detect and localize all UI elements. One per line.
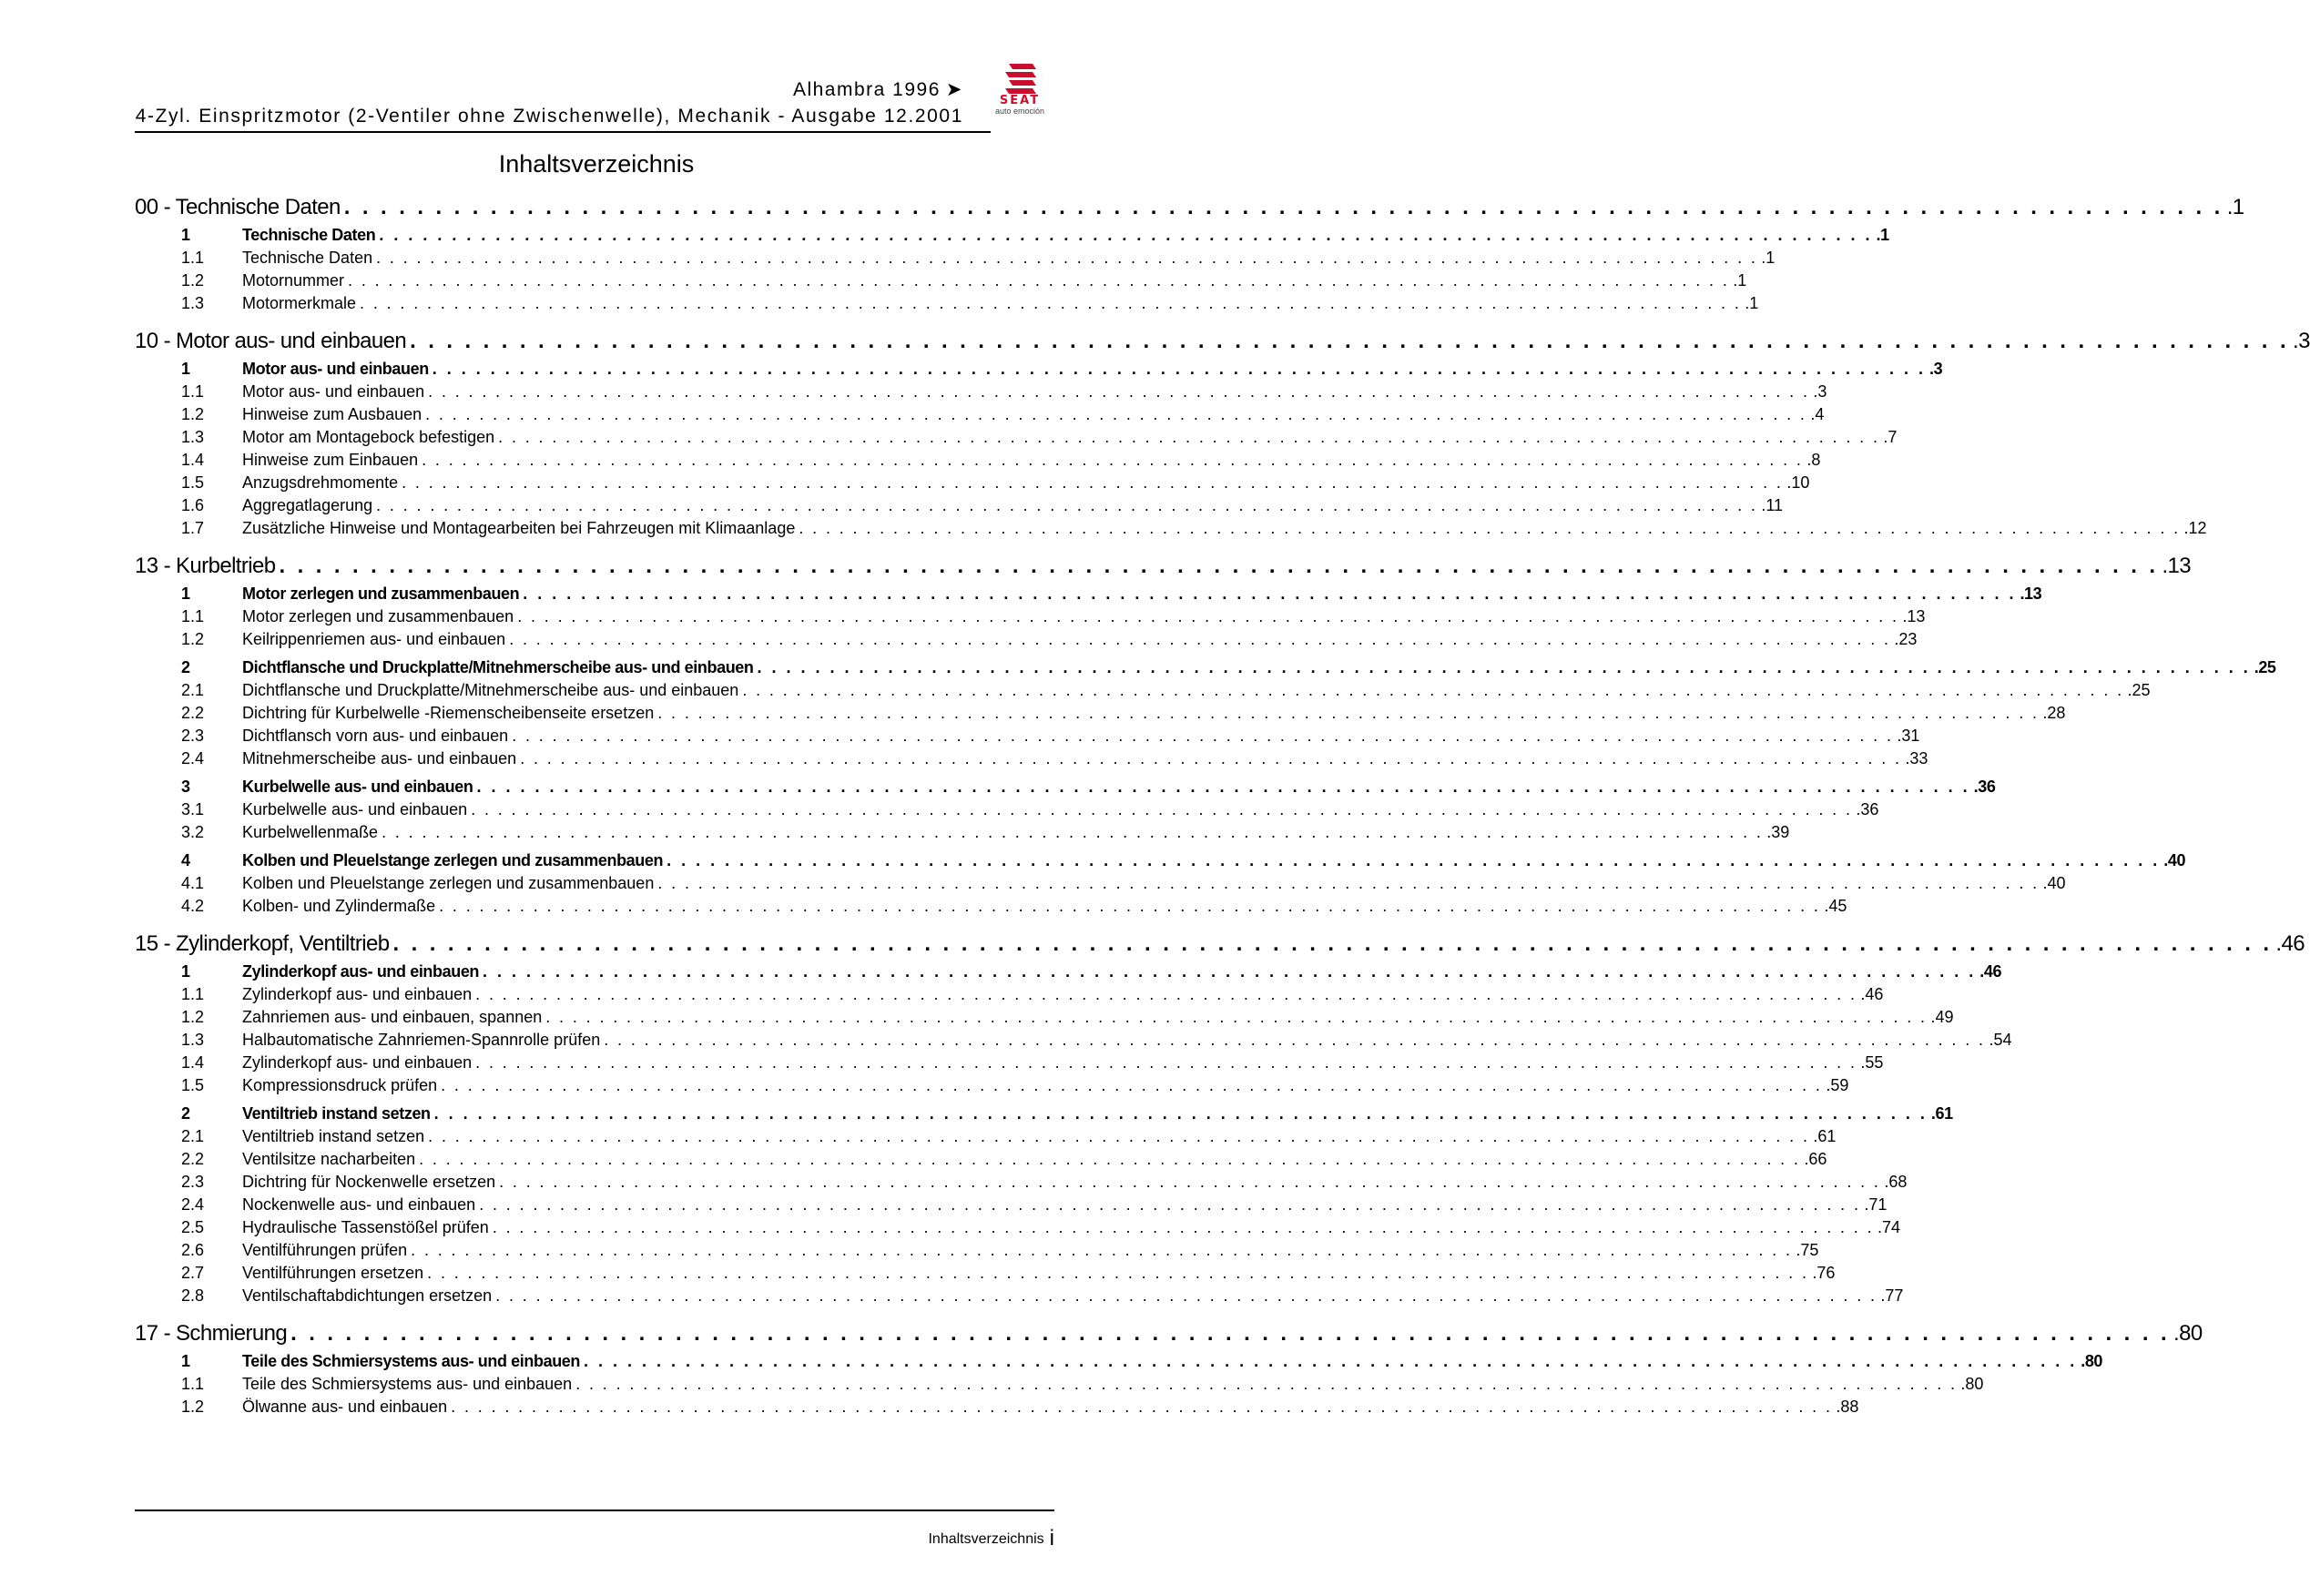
toc-entry-title: Motor zerlegen und zusammenbauen (242, 607, 514, 625)
toc-dot-leader: . . . . . . . . . . . . . . . . . . . . . . . . . . . . . . . . . . . . . . . . . . . . . . . . . . . . . . . . . . . . . . . . . . . . . . . . . . . . . . . . . . . . . . . . . . . . . . . . . . . . . . . (279, 554, 2159, 578)
toc-page-number: .3 (2293, 329, 2310, 353)
toc-section-row[interactable] (135, 360, 1943, 381)
toc-subsection-row[interactable] (135, 897, 1847, 919)
toc-entry-number: 10 - Motor aus- und einbauen (135, 329, 407, 353)
toc-entry-number: 2.5 (181, 1218, 205, 1236)
toc-section-row[interactable] (135, 778, 1996, 799)
toc-entry-title: Halbautomatische Zahnriemen-Spannrolle prüfen (242, 1031, 601, 1049)
toc-dot-leader: . . . . . . . . . . . . . . . . . . . . . . . . . . . . . . . . . . . . . . . . . . . . . . . . . . . . . . . . . . . . . . . . . . . . . . . . . . . . . . . . . . . . . . . . . . . . . . . . . . . . . . . (451, 1398, 1833, 1416)
toc-section-row[interactable] (135, 585, 2042, 606)
toc-dot-leader: . . . . . . . . . . . . . . . . . . . . . . . . . . . . . . . . . . . . . . . . . . . . . . . . . . . . . . . . . . . . . . . . . . . . . . . . . . . . . . . . . . . . . . . . . . . . . . . . . . . . . . . (604, 1031, 1986, 1049)
toc-entry-number: 1.2 (181, 630, 205, 648)
toc-page-number: .13 (2162, 554, 2192, 578)
toc-dot-leader: . . . . . . . . . . . . . . . . . . . . . . . . . . . . . . . . . . . . . . . . . . . . . . . . . . . . . . . . . . . . . . . . . . . . . . . . . . . . . . . . . . . . . . . . . . . . . . . . . . . . . . . (402, 473, 1784, 492)
toc-page-number: .80 (2081, 1352, 2103, 1370)
toc-page-number: .31 (1897, 727, 1920, 745)
toc-entry-number: 1.6 (181, 496, 205, 514)
toc-entry-number: 1 (181, 1352, 190, 1370)
toc-subsection-row[interactable] (135, 681, 2151, 703)
toc-dot-leader: . . . . . . . . . . . . . . . . . . . . . . . . . . . . . . . . . . . . . . . . . . . . . . . . . . . . . . . . . . . . . . . . . . . . . . . . . . . . . . . . . . . . . . . . . . . . . . . . . . . . . . . (512, 727, 1894, 745)
toc-dot-leader: . . . . . . . . . . . . . . . . . . . . . . . . . . . . . . . . . . . . . . . . . . . . . . . . . . . . . . . . . . . . . . . . . . . . . . . . . . . . . . . . . . . . . . . . . . . . . . . . . . . . . . . (410, 329, 2290, 353)
toc-entry-title: Zylinderkopf aus- und einbauen (242, 985, 473, 1003)
toc-page-number: .36 (1856, 800, 1879, 818)
toc-subsection-row[interactable] (135, 1398, 1859, 1419)
toc-page-number: .80 (2173, 1321, 2203, 1346)
toc-subsection-row[interactable] (135, 428, 1898, 450)
toc-entry-number: 1.3 (181, 294, 205, 312)
toc-entry-title: Motornummer (242, 271, 345, 290)
toc-entry-title: Kolben und Pleuelstange zerlegen und zusammenbauen (242, 851, 664, 869)
toc-dot-leader: . . . . . . . . . . . . . . . . . . . . . . . . . . . . . . . . . . . . . . . . . . . . . . . . . . . . . . . . . . . . . . . . . . . . . . . . . . . . . . . . . . . . . . . . . . . . . . . . . . . . . . . (392, 931, 2273, 956)
toc-entry-title: Motor aus- und einbauen (242, 360, 429, 378)
toc-dot-leader: . . . . . . . . . . . . . . . . . . . . . . . . . . . . . . . . . . . . . . . . . . . . . . . . . . . . . . . . . . . . . . . . . . . . . . . . . . . . . . . . . . . . . . . . . . . . . . . . . . . . . . . (348, 271, 1730, 290)
toc-dot-leader: . . . . . . . . . . . . . . . . . . . . . . . . . . . . . . . . . . . . . . . . . . . . . . . . . . . . . . . . . . . . . . . . . . . . . . . . . . . . . . . . . . . . . . . . . . . . . . . . . . . . . . . (422, 451, 1804, 469)
toc-dot-leader: . . . . . . . . . . . . . . . . . . . . . . . . . . . . . . . . . . . . . . . . . . . . . . . . . . . . . . . . . . . . . . . . . . . . . . . . . . . . . . . . . . . . . . . . . . . . . . . . . . . . . . . (439, 897, 1821, 915)
toc-subsection-row[interactable] (135, 823, 1790, 845)
toc-entry-number: 2.3 (181, 1173, 205, 1191)
toc-section-row[interactable] (135, 226, 1889, 248)
toc-section-row[interactable] (135, 962, 2002, 984)
toc-section-row[interactable] (135, 658, 2276, 680)
toc-entry-number: 1.5 (181, 473, 205, 492)
toc-page-number: .74 (1878, 1218, 1901, 1236)
toc-section-row[interactable] (135, 1352, 2103, 1374)
toc-page-number: .13 (2020, 585, 2042, 603)
toc-dot-leader: . . . . . . . . . . . . . . . . . . . . . . . . . . . . . . . . . . . . . . . . . . . . . . . . . . . . . . . . . . . . . . . . . . . . . . . . . . . . . . . . . . . . . . . . . . . . . . . . . . . . . . . (419, 1150, 1801, 1168)
toc-dot-leader: . . . . . . . . . . . . . . . . . . . . . . . . . . . . . . . . . . . . . . . . . . . . . . . . . . . . . . . . . . . . . . . . . . . . . . . . . . . . . . . . . . . . . . . . . . . . . . . . . . . . . . . (657, 874, 2040, 892)
toc-page-number: .88 (1836, 1398, 1859, 1416)
toc-dot-leader: . . . . . . . . . . . . . . . . . . . . . . . . . . . . . . . . . . . . . . . . . . . . . . . . . . . . . . . . . . . . . . . . . . . . . . . . . . . . . . . . . . . . . . . . . . . . . . . . . . . . . . . (509, 630, 1891, 648)
toc-page-number: .55 (1860, 1053, 1884, 1072)
arrow-icon: ➤ (945, 79, 963, 100)
toc-page-number: .10 (1786, 473, 1810, 492)
toc-page-number: .45 (1824, 897, 1847, 915)
brand-name: SEAT (999, 94, 1041, 107)
toc-page-number: .61 (1930, 1104, 1953, 1123)
toc-entry-title: Nockenwelle aus- und einbauen (242, 1195, 476, 1214)
toc-dot-leader: . . . . . . . . . . . . . . . . . . . . . . . . . . . . . . . . . . . . . . . . . . . . . . . . . . . . . . . . . . . . . . . . . . . . . . . . . . . . . . . . . . . . . . . . . . . . . . . . . . . . . . . (428, 1127, 1810, 1145)
toc-section-row[interactable] (135, 1104, 1953, 1126)
toc-dot-leader: . . . . . . . . . . . . . . . . . . . . . . . . . . . . . . . . . . . . . . . . . . . . . . . . . . . . . . . . . . . . . . . . . . . . . . . . . . . . . . . . . . . . . . . . . . . . . . . . . . . . . . . (667, 851, 2161, 869)
toc-entry-title: Teile des Schmiersystems aus- und einbauen (242, 1352, 581, 1370)
toc-page-number: .1 (2226, 195, 2244, 219)
toc-dot-leader: . . . . . . . . . . . . . . . . . . . . . . . . . . . . . . . . . . . . . . . . . . . . . . . . . . . . . . . . . . . . . . . . . . . . . . . . . . . . . . . . . . . . . . . . . . . . . . . . . . . . . . . (428, 382, 1810, 401)
toc-entry-number: 1 (181, 585, 190, 603)
toc-entry-title: Keilrippenriemen aus- und einbauen (242, 630, 506, 648)
toc-entry-number: 4 (181, 851, 190, 869)
toc-page-number: .3 (1929, 360, 1943, 378)
toc-dot-leader: . . . . . . . . . . . . . . . . . . . . . . . . . . . . . . . . . . . . . . . . . . . . . . . . . . . . . . . . . . . . . . . . . . . . . . . . . . . . . . . . . . . . . . . . . . . . . . . . . . . . . . . (657, 704, 2040, 722)
toc-dot-leader: . . . . . . . . . . . . . . . . . . . . . . . . . . . . . . . . . . . . . . . . . . . . . . . . . . . . . . . . . . . . . . . . . . . . . . . . . . . . . . . . . . . . . . . . . . . . . . . . . . . . . . . (411, 1241, 1793, 1259)
toc-dot-leader: . . . . . . . . . . . . . . . . . . . . . . . . . . . . . . . . . . . . . . . . . . . . . . . . . . . . . . . . . . . . . . . . . . . . . . . . . . . . . . . . . . . . . . . . . . . . . . . . . . . . . . . (379, 226, 1873, 244)
model-heading: Alhambra 1996 ➤ (792, 79, 963, 100)
toc-entry-number: 1 (181, 226, 190, 244)
toc-entry-title: Hinweise zum Einbauen (242, 451, 419, 469)
toc-entry-title: Kolben und Pleuelstange zerlegen und zusammenbauen (242, 874, 655, 892)
toc-dot-leader: . . . . . . . . . . . . . . . . . . . . . . . . . . . . . . . . . . . . . . . . . . . . . . . . . . . . . . . . . . . . . . . . . . . . . . . . . . . . . . . . . . . . . . . . . . . . . . . . . . . . . . . (757, 658, 2251, 676)
toc-subsection-row[interactable] (135, 473, 1810, 495)
toc-page-number: .61 (1813, 1127, 1837, 1145)
toc-dot-leader: . . . . . . . . . . . . . . . . . . . . . . . . . . . . . . . . . . . . . . . . . . . . . . . . . . . . . . . . . . . . . . . . . . . . . . . . . . . . . . . . . . . . . . . . . . . . . . . . . . . . . . . (360, 294, 1742, 312)
toc-dot-leader: . . . . . . . . . . . . . . . . . . . . . . . . . . . . . . . . . . . . . . . . . . . . . . . . . . . . . . . . . . . . . . . . . . . . . . . . . . . . . . . . . . . . . . . . . . . . . . . . . . . . . . . (382, 823, 1764, 841)
toc-page-number: .80 (1960, 1375, 1984, 1393)
toc-entry-title: Anzugsdrehmomente (242, 473, 399, 492)
toc-section-row[interactable] (135, 851, 2186, 873)
toc-subsection-row[interactable] (135, 1286, 1904, 1308)
toc-subsection-row[interactable] (135, 249, 1776, 270)
toc-entry-number: 2.1 (181, 1127, 205, 1145)
toc-subsection-row[interactable] (135, 496, 1784, 518)
toc-entry-number: 1.2 (181, 1398, 205, 1416)
footer-page-number: i (1049, 1526, 1054, 1550)
toc-dot-leader: . . . . . . . . . . . . . . . . . . . . . . . . . . . . . . . . . . . . . . . . . . . . . . . . . . . . . . . . . . . . . . . . . . . . . . . . . . . . . . . . . . . . . . . . . . . . . . . . . . . . . . . (495, 1286, 1878, 1305)
toc-page-number: .46 (1860, 985, 1884, 1003)
toc-subsection-row[interactable] (135, 1127, 1837, 1149)
toc-entry-title: Kurbelwellenmaße (242, 823, 379, 841)
toc-entry-number: 1.3 (181, 1031, 205, 1049)
toc-entry-title: Zylinderkopf aus- und einbauen (242, 962, 480, 981)
toc-page-number: .46 (2275, 931, 2305, 956)
running-header (135, 78, 1054, 129)
toc-page-number: .7 (1883, 428, 1898, 446)
toc-chapter-row[interactable] (135, 554, 2192, 578)
toc-entry-number: 1.7 (181, 519, 205, 537)
toc-entry-number: 1.1 (181, 607, 205, 625)
toc-subsection-row[interactable] (135, 607, 1926, 629)
toc-entry-number: 1.2 (181, 405, 205, 423)
toc-page-number: .59 (1826, 1076, 1849, 1094)
toc-entry-number: 15 - Zylinderkopf, Ventiltrieb (135, 931, 390, 956)
toc-page-number: .39 (1766, 823, 1790, 841)
toc-entry-title: Ventilführungen ersetzen (242, 1264, 424, 1282)
toc-entry-number: 2 (181, 1104, 190, 1123)
toc-entry-number: 2.8 (181, 1286, 205, 1305)
toc-subsection-row[interactable] (135, 1375, 1984, 1397)
toc-entry-number: 1.2 (181, 1008, 205, 1026)
toc-entry-title: Ventiltrieb instand setzen (242, 1104, 431, 1123)
footer-divider (135, 1510, 1054, 1511)
toc-entry-number: 2.4 (181, 1195, 205, 1214)
toc-entry-number: 4.2 (181, 897, 205, 915)
toc-entry-number: 3.2 (181, 823, 205, 841)
toc-dot-leader: . . . . . . . . . . . . . . . . . . . . . . . . . . . . . . . . . . . . . . . . . . . . . . . . . . . . . . . . . . . . . . . . . . . . . . . . . . . . . . . . . . . . . . . . . . . . . . . . . . . . . . . (376, 249, 1758, 267)
toc-entry-title: Zahnriemen aus- und einbauen, spannen (242, 1008, 543, 1026)
toc-page-number: .66 (1804, 1150, 1827, 1168)
toc-dot-leader: . . . . . . . . . . . . . . . . . . . . . . . . . . . . . . . . . . . . . . . . . . . . . . . . . . . . . . . . . . . . . . . . . . . . . . . . . . . . . . . . . . . . . . . . . . . . . . . . . . . . . . . (742, 681, 2124, 699)
toc-entry-title: Motor am Montagebock befestigen (242, 428, 495, 446)
toc-subsection-row[interactable] (135, 271, 1747, 293)
toc-dot-leader: . . . . . . . . . . . . . . . . . . . . . . . . . . . . . . . . . . . . . . . . . . . . . . . . . . . . . . . . . . . . . . . . . . . . . . . . . . . . . . . . . . . . . . . . . . . . . . . . . . . . . . . (476, 778, 1970, 796)
toc-entry-number: 2.2 (181, 1150, 205, 1168)
toc-entry-number: 1.3 (181, 428, 205, 446)
toc-page-number: .77 (1880, 1286, 1904, 1305)
toc-entry-title: Motor zerlegen und zusammenbauen (242, 585, 520, 603)
toc-subsection-row[interactable] (135, 1008, 1954, 1030)
toc-entry-title: Zylinderkopf aus- und einbauen (242, 1053, 473, 1072)
manual-subtitle: 4-Zyl. Einspritzmotor (2-Ventiler ohne Zwischenwelle), Mechanik - Ausgabe 12.2001 (135, 106, 963, 127)
toc-dot-leader: . . . . . . . . . . . . . . . . . . . . . . . . . . . . . . . . . . . . . . . . . . . . . . . . . . . . . . . . . . . . . . . . . . . . . . . . . . . . . . . . . . . . . . . . . . . . . . . . . . . . . . . (432, 360, 1926, 378)
toc-page-number: .23 (1894, 630, 1918, 648)
toc-entry-title: Ventilführungen prüfen (242, 1241, 408, 1259)
toc-entry-number: 2.2 (181, 704, 205, 722)
toc-entry-title: Technische Daten (242, 249, 373, 267)
toc-subsection-row[interactable] (135, 874, 2066, 896)
toc-chapter-row[interactable] (135, 931, 2305, 956)
toc-page-number: .49 (1930, 1008, 1954, 1026)
toc-chapter-row[interactable] (135, 195, 2244, 219)
toc-subsection-row[interactable] (135, 800, 1879, 822)
toc-page-number: .1 (1761, 249, 1776, 267)
toc-subsection-row[interactable] (135, 519, 2207, 541)
toc-subsection-row[interactable] (135, 1241, 1819, 1263)
toc-page-number: .11 (1761, 496, 1784, 514)
toc-entry-title: Ventilschaftabdichtungen ersetzen (242, 1286, 493, 1305)
toc-entry-number: 1.1 (181, 382, 205, 401)
toc-page-number: .13 (1902, 607, 1926, 625)
toc-subsection-row[interactable] (135, 1218, 1901, 1240)
toc-entry-number: 1.5 (181, 1076, 205, 1094)
toc-dot-leader: . . . . . . . . . . . . . . . . . . . . . . . . . . . . . . . . . . . . . . . . . . . . . . . . . . . . . . . . . . . . . . . . . . . . . . . . . . . . . . . . . . . . . . . . . . . . . . . . . . . . . . . (290, 1321, 2171, 1346)
toc-dot-leader: . . . . . . . . . . . . . . . . . . . . . . . . . . . . . . . . . . . . . . . . . . . . . . . . . . . . . . . . . . . . . . . . . . . . . . . . . . . . . . . . . . . . . . . . . . . . . . . . . . . . . . . (427, 1264, 1809, 1282)
toc-page-number: .1 (1745, 294, 1759, 312)
toc-entry-number: 3.1 (181, 800, 205, 818)
toc-dot-leader: . . . . . . . . . . . . . . . . . . . . . . . . . . . . . . . . . . . . . . . . . . . . . . . . . . . . . . . . . . . . . . . . . . . . . . . . . . . . . . . . . . . . . . . . . . . . . . . . . . . . . . . (498, 428, 1880, 446)
toc-page-number: .76 (1812, 1264, 1836, 1282)
toc-entry-title: Dichtflansch vorn aus- und einbauen (242, 727, 509, 745)
toc-entry-title: Technische Daten (242, 226, 376, 244)
toc-entry-number: 1.1 (181, 249, 205, 267)
toc-entry-number: 1.1 (181, 1375, 205, 1393)
page-title: Inhaltsverzeichnis (498, 150, 695, 178)
toc-entry-number: 2.7 (181, 1264, 205, 1282)
toc-page-number: .28 (2042, 704, 2066, 722)
toc-page-number: .40 (2042, 874, 2066, 892)
toc-entry-number: 1.2 (181, 271, 205, 290)
toc-entry-number: 2.1 (181, 681, 205, 699)
toc-dot-leader: . . . . . . . . . . . . . . . . . . . . . . . . . . . . . . . . . . . . . . . . . . . . . . . . . . . . . . . . . . . . . . . . . . . . . . . . . . . . . . . . . . . . . . . . . . . . . . . . . . . . . . . (499, 1173, 1881, 1191)
toc-subsection-row[interactable] (135, 749, 1928, 771)
toc-subsection-row[interactable] (135, 985, 1884, 1007)
toc-entry-title: Ölwanne aus- und einbauen (242, 1398, 448, 1416)
toc-subsection-row[interactable] (135, 1031, 2012, 1052)
toc-page-number: .1 (1876, 226, 1889, 244)
toc-page-number: .71 (1864, 1195, 1888, 1214)
toc-page-number: .4 (1810, 405, 1825, 423)
toc-entry-title: Ventilsitze nacharbeiten (242, 1150, 416, 1168)
toc-chapter-row[interactable] (135, 329, 2310, 353)
toc-subsection-row[interactable] (135, 727, 1920, 748)
page-footer (928, 1526, 1054, 1551)
toc-dot-leader: . . . . . . . . . . . . . . . . . . . . . . . . . . . . . . . . . . . . . . . . . . . . . . . . . . . . . . . . . . . . . . . . . . . . . . . . . . . . . . . . . . . . . . . . . . . . . . . . . . . . . . . (433, 1104, 1928, 1123)
toc-dot-leader: . . . . . . . . . . . . . . . . . . . . . . . . . . . . . . . . . . . . . . . . . . . . . . . . . . . . . . . . . . . . . . . . . . . . . . . . . . . . . . . . . . . . . . . . . . . . . . . . . . . . . . . (343, 195, 2224, 219)
toc-dot-leader: . . . . . . . . . . . . . . . . . . . . . . . . . . . . . . . . . . . . . . . . . . . . . . . . . . . . . . . . . . . . . . . . . . . . . . . . . . . . . . . . . . . . . . . . . . . . . . . . . . . . . . . (441, 1076, 1823, 1094)
toc-dot-leader: . . . . . . . . . . . . . . . . . . . . . . . . . . . . . . . . . . . . . . . . . . . . . . . . . . . . . . . . . . . . . . . . . . . . . . . . . . . . . . . . . . . . . . . . . . . . . . . . . . . . . . . (479, 1195, 1861, 1214)
toc-subsection-row[interactable] (135, 1053, 1884, 1075)
toc-entry-number: 13 - Kurbeltrieb (135, 554, 276, 578)
footer-label: Inhaltsverzeichnis (928, 1531, 1044, 1547)
toc-entry-title: Hinweise zum Ausbauen (242, 405, 422, 423)
toc-entry-number: 1.1 (181, 985, 205, 1003)
toc-entry-title: Kolben- und Zylindermaße (242, 897, 436, 915)
toc-entry-title: Motormerkmale (242, 294, 357, 312)
toc-entry-title: Motor aus- und einbauen (242, 382, 425, 401)
header-divider (135, 131, 991, 133)
toc-entry-number: 00 - Technische Daten (135, 195, 341, 219)
toc-subsection-row[interactable] (135, 1173, 1908, 1194)
toc-page-number: .33 (1905, 749, 1928, 768)
toc-subsection-row[interactable] (135, 704, 2066, 726)
toc-subsection-row[interactable] (135, 630, 1918, 652)
toc-entry-title: Ventiltrieb instand setzen (242, 1127, 425, 1145)
toc-page-number: .36 (1973, 778, 1996, 796)
toc-page-number: .40 (2163, 851, 2186, 869)
toc-entry-number: 17 - Schmierung (135, 1321, 288, 1346)
toc-entry-number: 1.4 (181, 451, 205, 469)
toc-entry-title: Zusätzliche Hinweise und Montagearbeiten bei Fahrzeugen mit Klimaanlage (242, 519, 796, 537)
toc-dot-leader: . . . . . . . . . . . . . . . . . . . . . . . . . . . . . . . . . . . . . . . . . . . . . . . . . . . . . . . . . . . . . . . . . . . . . . . . . . . . . . . . . . . . . . . . . . . . . . . . . . . . . . . (475, 985, 1857, 1003)
toc-dot-leader: . . . . . . . . . . . . . . . . . . . . . . . . . . . . . . . . . . . . . . . . . . . . . . . . . . . . . . . . . . . . . . . . . . . . . . . . . . . . . . . . . . . . . . . . . . . . . . . . . . . . . . . (425, 405, 1807, 423)
toc-subsection-row[interactable] (135, 1195, 1888, 1217)
toc-entry-title: Aggregatlagerung (242, 496, 373, 514)
toc-entry-title: Dichtflansche und Druckplatte/Mitnehmerscheibe aus- und einbauen (242, 658, 754, 676)
toc-page-number: .1 (1733, 271, 1747, 290)
toc-entry-number: 2.6 (181, 1241, 205, 1259)
toc-entry-number: 3 (181, 778, 190, 796)
toc-entry-number: 2.3 (181, 727, 205, 745)
toc-chapter-row[interactable] (135, 1321, 2203, 1346)
toc-subsection-row[interactable] (135, 1264, 1836, 1286)
toc-dot-leader: . . . . . . . . . . . . . . . . . . . . . . . . . . . . . . . . . . . . . . . . . . . . . . . . . . . . . . . . . . . . . . . . . . . . . . . . . . . . . . . . . . . . . . . . . . . . . . . . . . . . . . . (575, 1375, 1958, 1393)
toc-page-number: .8 (1806, 451, 1821, 469)
toc-entry-number: 4.1 (181, 874, 205, 892)
toc-page-number: .3 (1813, 382, 1827, 401)
toc-page-number: .46 (1979, 962, 2002, 981)
toc-entry-title: Kurbelwelle aus- und einbauen (242, 800, 468, 818)
toc-entry-number: 1 (181, 962, 190, 981)
toc-subsection-row[interactable] (135, 1150, 1827, 1172)
toc-page-number: .54 (1989, 1031, 2012, 1049)
toc-dot-leader: . . . . . . . . . . . . . . . . . . . . . . . . . . . . . . . . . . . . . . . . . . . . . . . . . . . . . . . . . . . . . . . . . . . . . . . . . . . . . . . . . . . . . . . . . . . . . . . . . . . . . . . (517, 607, 1899, 625)
toc-entry-title: Kurbelwelle aus- und einbauen (242, 778, 473, 796)
toc-dot-leader: . . . . . . . . . . . . . . . . . . . . . . . . . . . . . . . . . . . . . . . . . . . . . . . . . . . . . . . . . . . . . . . . . . . . . . . . . . . . . . . . . . . . . . . . . . . . . . . . . . . . . . . (520, 749, 1902, 768)
toc-entry-title: Kompressionsdruck prüfen (242, 1076, 438, 1094)
toc-entry-title: Mitnehmerscheibe aus- und einbauen (242, 749, 517, 768)
toc-dot-leader: . . . . . . . . . . . . . . . . . . . . . . . . . . . . . . . . . . . . . . . . . . . . . . . . . . . . . . . . . . . . . . . . . . . . . . . . . . . . . . . . . . . . . . . . . . . . . . . . . . . . . . . (471, 800, 1853, 818)
toc-subsection-row[interactable] (135, 382, 1827, 404)
toc-entry-number: 1.4 (181, 1053, 205, 1072)
toc-dot-leader: . . . . . . . . . . . . . . . . . . . . . . . . . . . . . . . . . . . . . . . . . . . . . . . . . . . . . . . . . . . . . . . . . . . . . . . . . . . . . . . . . . . . . . . . . . . . . . . . . . . . . . . (584, 1352, 2078, 1370)
toc-page-number: .68 (1884, 1173, 1908, 1191)
toc-subsection-row[interactable] (135, 451, 1821, 473)
toc-dot-leader: . . . . . . . . . . . . . . . . . . . . . . . . . . . . . . . . . . . . . . . . . . . . . . . . . . . . . . . . . . . . . . . . . . . . . . . . . . . . . . . . . . . . . . . . . . . . . . . . . . . . . . . (483, 962, 1977, 981)
toc-dot-leader: . . . . . . . . . . . . . . . . . . . . . . . . . . . . . . . . . . . . . . . . . . . . . . . . . . . . . . . . . . . . . . . . . . . . . . . . . . . . . . . . . . . . . . . . . . . . . . . . . . . . . . . (523, 585, 2017, 603)
toc-entry-title: Dichtring für Kurbelwelle -Riemenscheibenseite ersetzen (242, 704, 655, 722)
toc-page-number: .25 (2254, 658, 2276, 676)
toc-entry-title: Hydraulische Tassenstößel prüfen (242, 1218, 489, 1236)
toc-dot-leader: . . . . . . . . . . . . . . . . . . . . . . . . . . . . . . . . . . . . . . . . . . . . . . . . . . . . . . . . . . . . . . . . . . . . . . . . . . . . . . . . . . . . . . . . . . . . . . . . . . . . . . . (545, 1008, 1928, 1026)
toc-entry-number: 1 (181, 360, 190, 378)
toc-dot-leader: . . . . . . . . . . . . . . . . . . . . . . . . . . . . . . . . . . . . . . . . . . . . . . . . . . . . . . . . . . . . . . . . . . . . . . . . . . . . . . . . . . . . . . . . . . . . . . . . . . . . . . . (799, 519, 2181, 537)
toc-subsection-row[interactable] (135, 1076, 1849, 1098)
toc-page-number: .75 (1796, 1241, 1819, 1259)
toc-subsection-row[interactable] (135, 294, 1759, 316)
toc-entry-title: Dichtring für Nockenwelle ersetzen (242, 1173, 496, 1191)
toc-dot-leader: . . . . . . . . . . . . . . . . . . . . . . . . . . . . . . . . . . . . . . . . . . . . . . . . . . . . . . . . . . . . . . . . . . . . . . . . . . . . . . . . . . . . . . . . . . . . . . . . . . . . . . . (475, 1053, 1857, 1072)
toc-subsection-row[interactable] (135, 405, 1825, 427)
toc-entry-title: Teile des Schmiersystems aus- und einbauen (242, 1375, 573, 1393)
toc-page-number: .12 (2183, 519, 2207, 537)
toc-dot-leader: . . . . . . . . . . . . . . . . . . . . . . . . . . . . . . . . . . . . . . . . . . . . . . . . . . . . . . . . . . . . . . . . . . . . . . . . . . . . . . . . . . . . . . . . . . . . . . . . . . . . . . . (376, 496, 1758, 514)
toc-entry-title: Dichtflansche und Druckplatte/Mitnehmerscheibe aus- und einbauen (242, 681, 739, 699)
brand-tagline: auto emoción (994, 107, 1045, 116)
toc-entry-number: 2 (181, 658, 190, 676)
toc-page-number: .25 (2127, 681, 2151, 699)
toc-entry-number: 2.4 (181, 749, 205, 768)
toc-dot-leader: . . . . . . . . . . . . . . . . . . . . . . . . . . . . . . . . . . . . . . . . . . . . . . . . . . . . . . . . . . . . . . . . . . . . . . . . . . . . . . . . . . . . . . . . . . . . . . . . . . . . . . . (492, 1218, 1875, 1236)
